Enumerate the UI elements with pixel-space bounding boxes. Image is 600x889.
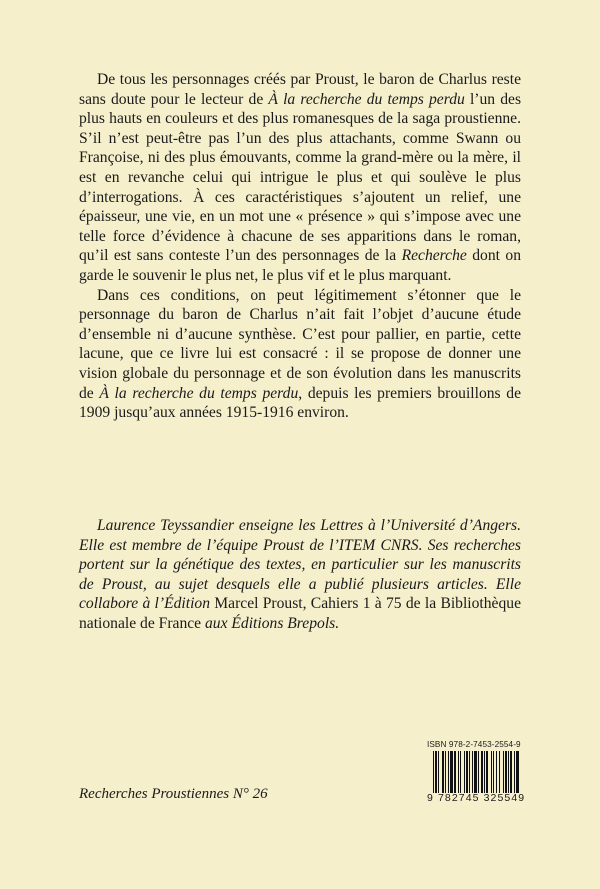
isbn-text: ISBN 978-2-7453-2554-9 [427,740,521,749]
author-bio [79,516,521,634]
barcode-bar [478,751,479,793]
book-title: À la recherche du temps perdu [99,384,299,402]
author-bio-paragraph: Laurence Teyssandier enseigne les Lettres à l’Université d’Angers. Elle est membre de l’équipe Proust de l’ITEM CNRS. Ses recherches portent sur la génétique des textes, en particulier sur les manuscrits de Proust, au sujet desquels elle a publié plusieurs articles. Elle collabore à l’Édition Marcel Proust, Cahiers 1 à 75 de la Bibliothèque nationale de France aux Éditions Brepols. [79,517,521,632]
barcode-bar [450,751,453,793]
barcode-bar [493,751,494,793]
barcode-bar [460,751,461,793]
book-title-short: Recherche [401,247,467,265]
series-label: Recherches Proustiennes N° 26 [79,786,268,802]
barcode-bar [458,751,459,793]
barcode-bar [435,751,437,793]
barcode-bar [486,751,488,793]
blurb-paragraph-2: Dans ces conditions, on peut légitimement s’étonner que le personnage du baron de Charlus n’ait fait l’objet d’aucune étude d’ensemble ni d’aucune synthèse. C’est pour pallier, en partie, cette lacune, que ce livre lui est consacré : il se propose de donner une vision globale du personnage et de son évolution dans les manuscrits de À la recherche du temps perdu, depuis les premiers brouillons de 1909 jusqu’aux années 1915-1916 environ. [79,286,521,422]
barcode-bar [481,751,483,793]
barcode-bar [469,751,470,793]
barcode-digits: 9 782745 325549 [427,792,526,804]
blurb-paragraph-1: De tous les personnages créés par Proust, le baron de Charlus reste sans doute pour le lecteur de À la recherche du temps perdu l’un des plus hauts en couleurs et des plus romanesques de la saga proustienne. S’il n’est peut-être pas l’un des plus attachants, comme Swann ou Françoise, ni des plus émouvants, comme la grand-mère ou la mère, il est en revanche celui qui intrigue le plus et qui soulève le plus d’interrogations. À ces caractéristiques s’ajoutent un relief, une épaisseur, une vie, en un mot une « présence » qui s’impose avec une telle force d’évidence à chacune de ses apparitions dans le roman, qu’il est sans conteste l’un des personnages de la Recherche dont on garde le souvenir le plus net, le plus vif et le plus marquant. [79,71,522,284]
book-title: À la recherche du temps perdu [268,90,465,108]
barcode-bar [516,751,519,793]
barcode-bar [510,751,512,793]
barcode-bar [466,751,468,793]
barcode-bar [474,751,477,793]
barcode-bar [454,751,456,793]
barcode-bar [433,751,434,793]
barcode-bar [503,751,504,793]
barcode-bar [514,751,515,793]
barcode-bar [464,751,465,793]
barcode-bar [442,751,444,793]
barcode-bar [496,751,497,793]
back-cover-blurb [79,70,521,423]
isbn-barcode [427,740,529,804]
barcode-bar [499,751,500,793]
barcode-bar [484,751,485,793]
barcode-bar [448,751,449,793]
barcode-bar [438,751,439,793]
barcode-bar [505,751,507,793]
barcode-bar [472,751,473,793]
barcode-bars [427,751,529,793]
barcode-bar [445,751,446,793]
barcode-bar [508,751,509,793]
barcode-bar [491,751,492,793]
